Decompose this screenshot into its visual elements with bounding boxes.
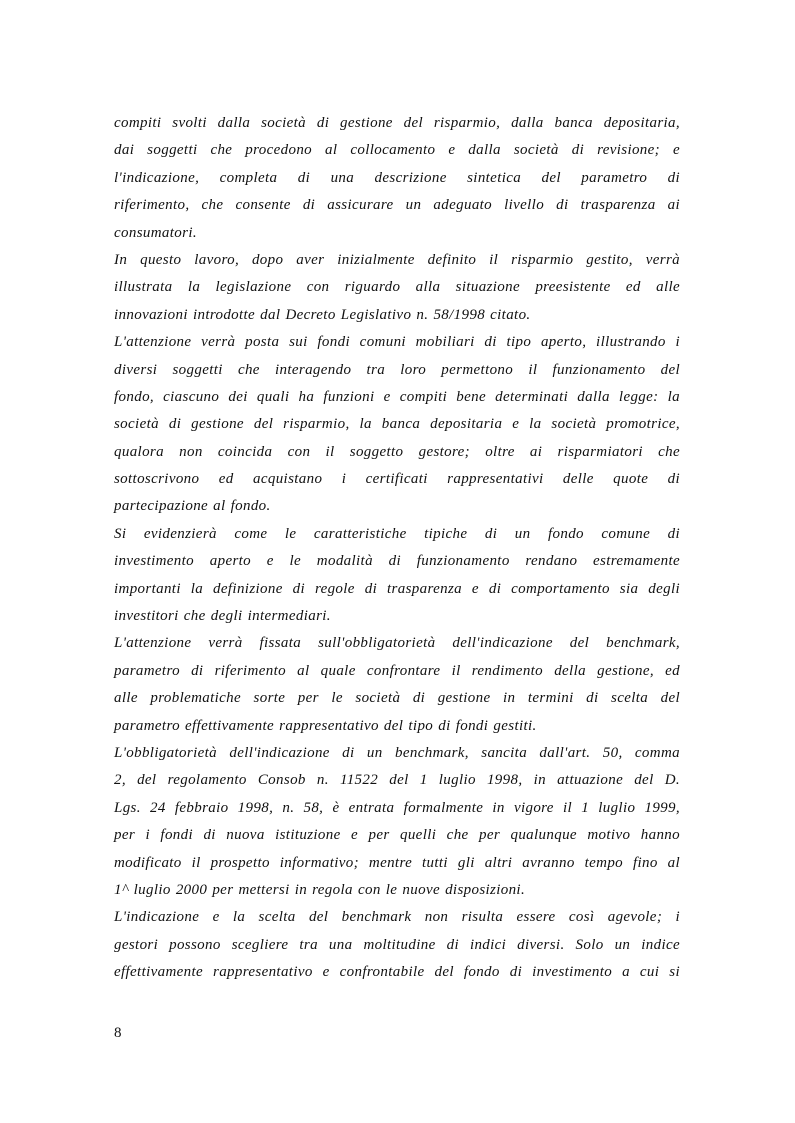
text-line: per i fondi di nuova istituzione e per quelli che per qualunque motivo hanno — [114, 827, 680, 844]
text-line: L'obbligatorietà dell'indicazione di un benchmark, sancita dall'art. 50, comma — [114, 744, 680, 761]
text-line: Si evidenzierà come le caratteristiche tipiche di un fondo comune di — [114, 525, 680, 542]
text-line: modificato il prospetto informativo; mentre tutti gli altri avranno tempo fino al — [114, 854, 680, 871]
text-line: fondo, ciascuno dei quali ha funzioni e compiti bene determinati dalla legge: la — [114, 388, 680, 405]
text-line: effettivamente rappresentativo e confrontabile del fondo di investimento a cui si — [114, 964, 680, 981]
text-line: parametro di riferimento al quale confrontare il rendimento della gestione, ed — [114, 662, 680, 679]
body-text — [114, 110, 680, 987]
text-line: L'attenzione verrà posta sui fondi comuni mobiliari di tipo aperto, illustrando i — [114, 334, 680, 351]
text-line: riferimento, che consente di assicurare un adeguato livello di trasparenza ai — [114, 197, 680, 214]
text-line: compiti svolti dalla società di gestione del risparmio, dalla banca depositaria, — [114, 115, 680, 131]
text-line: 1^ luglio 2000 per mettersi in regola con le nuove disposizioni. — [114, 881, 526, 898]
text-line: qualora non coincida con il soggetto gestore; oltre ai risparmiatori che — [114, 443, 680, 460]
text-line: gestori possono scegliere tra una moltitudine di indici diversi. Solo un indice — [114, 936, 680, 953]
text-line: illustrata la legislazione con riguardo alla situazione preesistente ed alle — [114, 279, 680, 296]
text-line: innovazioni introdotte dal Decreto Legislativo n. 58/1998 citato. — [114, 306, 531, 323]
text-line: società di gestione del risparmio, la banca depositaria e la società promotrice, — [114, 416, 680, 433]
text-line: importanti la definizione di regole di trasparenza e di comportamento sia degli — [114, 580, 680, 597]
text-line: dai soggetti che procedono al collocamento e dalla società di revisione; e — [114, 142, 680, 159]
text-line: L'indicazione e la scelta del benchmark non risulta essere così agevole; i — [114, 909, 680, 926]
text-line: investimento aperto e le modalità di funzionamento rendano estremamente — [114, 553, 680, 570]
text-line: Lgs. 24 febbraio 1998, n. 58, è entrata formalmente in vigore il 1 luglio 1999, — [114, 799, 680, 816]
text-line: sottoscrivono ed acquistano i certificati rappresentativi delle quote di — [114, 471, 680, 488]
text-line: parametro effettivamente rappresentativo del tipo di fondi gestiti. — [114, 717, 537, 734]
text-line: alle problematiche sorte per le società di gestione in termini di scelta del — [114, 690, 680, 707]
text-line: l'indicazione, completa di una descrizione sintetica del parametro di — [114, 169, 680, 186]
text-line: L'attenzione verrà fissata sull'obbligatorietà dell'indicazione del benchmark, — [114, 635, 680, 652]
text-line: 2, del regolamento Consob n. 11522 del 1 luglio 1998, in attuazione del D. — [114, 772, 680, 789]
text-line: investitori che degli intermediari. — [114, 608, 331, 625]
page-number: 8 — [114, 1025, 122, 1041]
text-line: consumatori. — [114, 224, 197, 241]
text-line: In questo lavoro, dopo aver inizialmente definito il risparmio gestito, verrà — [114, 251, 680, 268]
text-line: diversi soggetti che interagendo tra loro permettono il funzionamento del — [114, 361, 680, 378]
text-line: partecipazione al fondo. — [114, 498, 271, 515]
